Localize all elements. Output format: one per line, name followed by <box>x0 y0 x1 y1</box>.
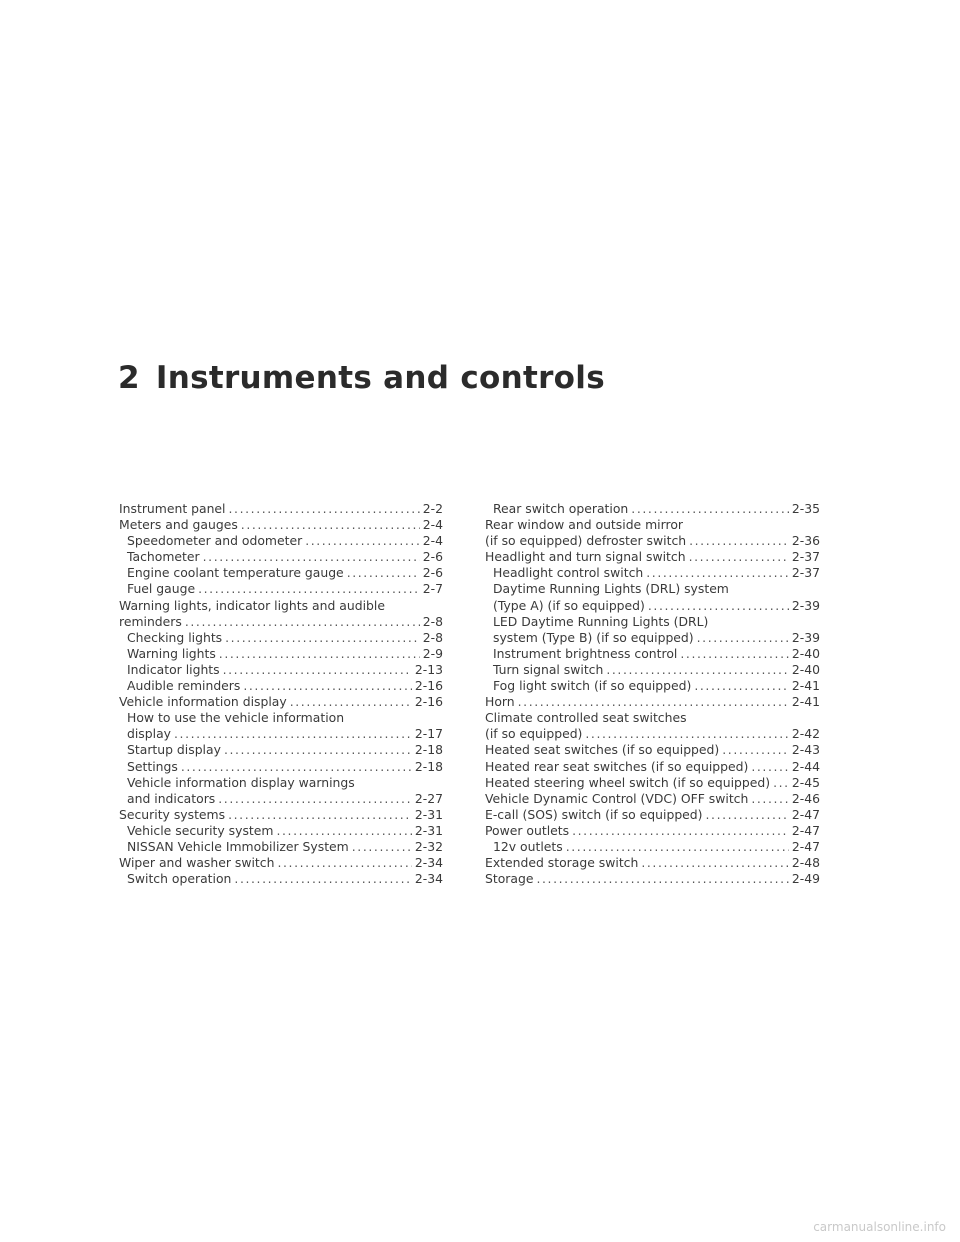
dot-leader <box>224 742 412 758</box>
dot-leader <box>751 759 789 775</box>
toc-entry-title: Startup display <box>127 742 221 758</box>
toc-left-column <box>119 501 443 887</box>
toc-entry-title: Switch operation <box>127 871 232 887</box>
toc-entry-title: NISSAN Vehicle Immobilizer System <box>127 838 349 854</box>
toc-entry-title: Meters and gauges <box>119 517 238 533</box>
toc-page-number: 2-31 <box>414 806 443 822</box>
toc-entry-line <box>127 581 443 597</box>
toc-entry-title: E-call (SOS) switch (if so equipped) <box>485 806 703 822</box>
toc-entry-line <box>493 630 820 646</box>
toc-page-number: 2-4 <box>422 517 443 533</box>
toc-entry-title: Power outlets <box>485 822 570 838</box>
toc-entry-line <box>493 678 820 694</box>
toc-entry-title-line: LED Daytime Running Lights (DRL) <box>493 613 709 629</box>
toc-entry[interactable] <box>485 517 820 549</box>
toc-entry[interactable] <box>119 565 443 581</box>
toc-page-number: 2-42 <box>791 726 820 742</box>
toc-entry-line <box>127 549 443 565</box>
toc-entry-title: Fog light switch (if so equipped) <box>493 678 692 694</box>
toc-entry-line <box>127 759 443 775</box>
toc-entry[interactable] <box>119 871 443 887</box>
dot-leader <box>689 533 789 549</box>
toc-entry-line <box>485 791 820 807</box>
toc-entry-title: Headlight control switch <box>493 565 644 581</box>
toc-page-number: 2-4 <box>422 533 443 549</box>
toc-entry[interactable] <box>119 694 443 710</box>
dot-leader <box>290 694 412 710</box>
toc-entry-line <box>485 742 820 758</box>
dot-leader <box>518 694 789 710</box>
toc-right-column <box>485 501 820 887</box>
toc-entry-title: Heated seat switches (if so equipped) <box>485 742 720 758</box>
toc-entry[interactable] <box>485 839 820 855</box>
dot-leader <box>566 839 789 855</box>
toc-entry[interactable] <box>119 742 443 758</box>
toc-entry-line <box>127 839 443 855</box>
toc-page-number: 2-2 <box>422 501 443 516</box>
toc-entry-title: Rear switch operation <box>493 501 629 516</box>
toc-entry[interactable] <box>485 807 820 823</box>
toc-entry-title-line: How to use the vehicle information <box>127 710 345 726</box>
toc-entry-line <box>485 533 820 549</box>
toc-entry-line <box>493 565 820 581</box>
toc-entry-line <box>127 871 443 887</box>
dot-leader <box>225 630 420 646</box>
watermark: carmanualsonline.info <box>813 1220 946 1234</box>
toc-entry-title: Indicator lights <box>127 661 220 677</box>
toc-entry-line <box>127 742 443 758</box>
toc-page-number: 2-7 <box>422 581 443 597</box>
toc-entry-title: Extended storage switch <box>485 855 639 871</box>
dot-leader <box>694 678 789 694</box>
dot-leader <box>773 775 789 791</box>
toc-entry[interactable] <box>485 549 820 565</box>
toc-entry[interactable] <box>485 694 820 710</box>
toc-entry-line <box>485 855 820 871</box>
toc-entry-line <box>127 662 443 678</box>
toc-page-number: 2-6 <box>422 549 443 565</box>
toc-entry-line <box>485 823 820 839</box>
toc-entry[interactable] <box>485 581 820 613</box>
toc-entry-line <box>485 549 820 565</box>
toc-page-number: 2-27 <box>414 790 443 806</box>
toc-entry-title: Headlight and turn signal switch <box>485 549 686 565</box>
toc-entry-title-line: Vehicle information display warnings <box>127 774 355 790</box>
toc-entry-line <box>485 694 820 710</box>
toc-entry-title-line: Rear window and outside mirror <box>485 517 684 533</box>
toc-entry[interactable] <box>485 501 820 517</box>
dot-leader <box>606 662 789 678</box>
toc-page-number: 2-47 <box>791 806 820 822</box>
dot-leader <box>198 581 420 597</box>
toc-entry-line <box>119 855 443 871</box>
toc-entry-title: Warning lights <box>127 645 216 661</box>
dot-leader <box>241 517 420 533</box>
toc-entry-line <box>493 501 820 517</box>
toc-entry[interactable] <box>485 678 820 694</box>
toc-entry-line <box>119 517 443 533</box>
toc-entry[interactable] <box>119 581 443 597</box>
toc-entry-title: Security systems <box>119 806 226 822</box>
toc-entry-line <box>127 726 443 742</box>
toc-entry-title: and indicators <box>127 790 216 806</box>
dot-leader <box>223 662 412 678</box>
toc-entry-line <box>119 807 443 823</box>
toc-entry-line <box>485 775 820 791</box>
dot-leader <box>689 549 789 565</box>
toc-entry-title: (if so equipped) <box>485 726 583 742</box>
dot-leader <box>631 501 789 517</box>
toc-entry-title: Speedometer and odometer <box>127 533 303 549</box>
toc-entry-title: 12v outlets <box>493 838 563 854</box>
toc-entry[interactable] <box>119 662 443 678</box>
toc-entry-line <box>119 501 443 517</box>
toc-page-number: 2-44 <box>791 758 820 774</box>
toc-entry[interactable] <box>485 662 820 678</box>
dot-leader <box>697 630 789 646</box>
toc-entry-line <box>119 614 443 630</box>
toc-entry-line <box>493 646 820 662</box>
toc-entry[interactable] <box>485 855 820 871</box>
toc-entry-title: Vehicle Dynamic Control (VDC) OFF switch <box>485 790 749 806</box>
toc-entry-line <box>493 598 820 614</box>
toc-entry-title: Checking lights <box>127 629 223 645</box>
toc-entry[interactable] <box>485 565 820 581</box>
toc-entry[interactable] <box>119 823 443 839</box>
dot-leader <box>706 807 789 823</box>
toc-entry-title: Turn signal switch <box>493 661 604 677</box>
toc-entry-line <box>485 759 820 775</box>
toc-entry-title: Fuel gauge <box>127 581 196 597</box>
toc-entry[interactable] <box>119 501 443 517</box>
toc-entry-title: Instrument brightness control <box>493 645 678 661</box>
dot-leader <box>680 646 789 662</box>
toc-entry-title: Horn <box>485 694 515 710</box>
toc-page-number: 2-8 <box>422 613 443 629</box>
dot-leader <box>181 759 412 775</box>
toc-page-number: 2-47 <box>791 822 820 838</box>
toc-entry-title: Audible reminders <box>127 678 241 694</box>
toc-page-number: 2-18 <box>414 742 443 758</box>
toc-page-number: 2-47 <box>791 838 820 854</box>
toc-page-number: 2-46 <box>791 790 820 806</box>
toc-page-number: 2-16 <box>414 694 443 710</box>
toc-entry[interactable] <box>119 807 443 823</box>
toc-page-number: 2-35 <box>791 501 820 516</box>
toc-page-number: 2-45 <box>791 774 820 790</box>
dot-leader <box>585 726 788 742</box>
toc-entry[interactable] <box>119 549 443 565</box>
dot-leader <box>219 646 420 662</box>
toc-entry-title-line: Daytime Running Lights (DRL) system <box>493 581 729 597</box>
toc-entry-title: (Type A) (if so equipped) <box>493 597 645 613</box>
toc-entry[interactable] <box>485 871 820 887</box>
toc-entry-line <box>485 807 820 823</box>
toc-entry-line <box>127 630 443 646</box>
dot-leader <box>536 871 788 887</box>
toc-page-number: 2-6 <box>422 565 443 581</box>
toc-entry[interactable] <box>119 630 443 646</box>
dot-leader <box>641 855 789 871</box>
toc-entry-title-line: Warning lights, indicator lights and audible <box>119 597 385 613</box>
toc-entry-title: system (Type B) (if so equipped) <box>493 629 694 645</box>
toc-page-number: 2-37 <box>791 565 820 581</box>
dot-leader <box>277 855 411 871</box>
dot-leader <box>352 839 412 855</box>
toc-entry-title: Heated steering wheel switch (if so equipped) <box>485 774 771 790</box>
toc-entry[interactable] <box>119 855 443 871</box>
toc-page-number: 2-37 <box>791 549 820 565</box>
toc-page-number: 2-43 <box>791 742 820 758</box>
dot-leader <box>203 549 420 565</box>
toc-page-number: 2-39 <box>791 629 820 645</box>
toc-entry[interactable] <box>119 678 443 694</box>
toc-entry-title: Heated rear seat switches (if so equipped) <box>485 758 749 774</box>
dot-leader <box>229 501 420 517</box>
toc-page-number: 2-49 <box>791 871 820 887</box>
toc-entry[interactable] <box>119 533 443 549</box>
toc-entry[interactable] <box>485 775 820 791</box>
toc-entry[interactable] <box>485 614 820 646</box>
toc-page-number: 2-9 <box>422 645 443 661</box>
toc-entry-title: Vehicle security system <box>127 822 274 838</box>
toc-page-number: 2-48 <box>791 855 820 871</box>
toc-page-number: 2-40 <box>791 645 820 661</box>
toc-entry[interactable] <box>119 598 443 630</box>
dot-leader <box>572 823 789 839</box>
toc-entry[interactable] <box>485 759 820 775</box>
dot-leader <box>648 598 789 614</box>
toc-entry[interactable] <box>119 839 443 855</box>
chapter-title-text: Instruments and controls <box>155 360 605 396</box>
dot-leader <box>347 565 420 581</box>
toc-entry-title-line: Climate controlled seat switches <box>485 710 687 726</box>
dot-leader <box>722 742 789 758</box>
toc-entry-title: Instrument panel <box>119 501 226 516</box>
toc-entry-line <box>485 726 820 742</box>
toc-entry-line <box>127 678 443 694</box>
toc-page-number: 2-40 <box>791 661 820 677</box>
toc-entry[interactable] <box>119 710 443 742</box>
toc-page-number: 2-18 <box>414 758 443 774</box>
dot-leader <box>234 871 411 887</box>
toc-page-number: 2-39 <box>791 597 820 613</box>
toc-entry-title: Engine coolant temperature gauge <box>127 565 344 581</box>
toc-page-number: 2-17 <box>414 726 443 742</box>
toc-entry-line <box>493 839 820 855</box>
toc-entry-line <box>127 533 443 549</box>
toc-entry[interactable] <box>485 710 820 742</box>
toc-page-number: 2-34 <box>414 871 443 887</box>
toc-entry[interactable] <box>485 646 820 662</box>
toc-page-number: 2-31 <box>414 822 443 838</box>
toc-entry[interactable] <box>485 742 820 758</box>
toc-entry[interactable] <box>119 646 443 662</box>
toc-entry-title: Settings <box>127 758 178 774</box>
chapter-number: 2 <box>118 360 140 396</box>
toc-page-number: 2-13 <box>414 661 443 677</box>
dot-leader <box>174 726 412 742</box>
toc-entry-line <box>493 662 820 678</box>
toc-entry-line <box>127 791 443 807</box>
toc-page-number: 2-36 <box>791 533 820 549</box>
toc-entry-line <box>127 646 443 662</box>
dot-leader <box>185 614 420 630</box>
toc-entry[interactable] <box>119 775 443 807</box>
dot-leader <box>305 533 420 549</box>
toc-entry[interactable] <box>485 823 820 839</box>
toc-entry-line <box>127 823 443 839</box>
toc-entry-title: reminders <box>119 613 182 629</box>
toc-page-number: 2-8 <box>422 629 443 645</box>
toc-entry-title: Wiper and washer switch <box>119 855 275 871</box>
chapter-title <box>118 360 605 396</box>
dot-leader <box>228 807 412 823</box>
toc-page-number: 2-32 <box>414 838 443 854</box>
toc-entry-title: Vehicle information display <box>119 694 287 710</box>
toc-entry-line <box>485 871 820 887</box>
toc-page-number: 2-34 <box>414 855 443 871</box>
dot-leader <box>218 791 412 807</box>
toc-entry-line <box>127 565 443 581</box>
dot-leader <box>276 823 411 839</box>
toc-page-number: 2-16 <box>414 678 443 694</box>
dot-leader <box>751 791 789 807</box>
toc-entry[interactable] <box>485 791 820 807</box>
toc-entry-line <box>119 694 443 710</box>
toc-page-number: 2-41 <box>791 678 820 694</box>
toc-entry[interactable] <box>119 759 443 775</box>
dot-leader <box>646 565 789 581</box>
toc-page-number: 2-41 <box>791 694 820 710</box>
toc-entry-title: (if so equipped) defroster switch <box>485 533 687 549</box>
dot-leader <box>243 678 412 694</box>
toc-entry-title: display <box>127 726 171 742</box>
toc-entry-title: Tachometer <box>127 549 200 565</box>
toc-entry[interactable] <box>119 517 443 533</box>
toc-entry-title: Storage <box>485 871 534 887</box>
